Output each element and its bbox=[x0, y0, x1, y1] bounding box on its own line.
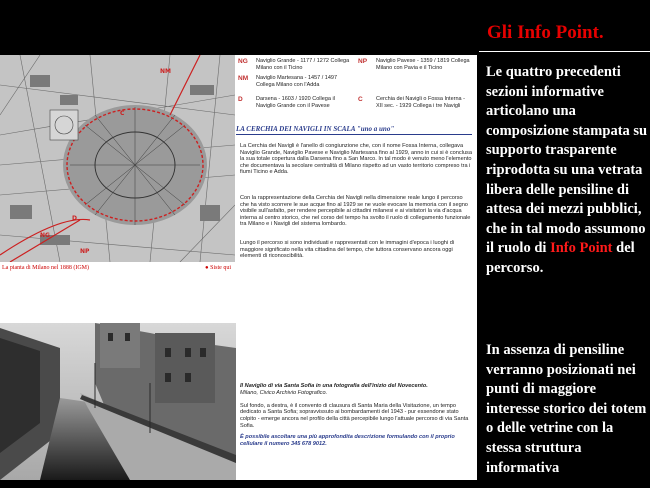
photo-caption-source: Milano, Civico Archivio Fotografico. bbox=[240, 389, 328, 396]
paragraph: La Cerchia dei Navigli è l'anello di congiunzione che, con il nome Fossa Interna, collegava Naviglio Grande, Naviglio Pavese e Naviglio Martesana fino al 1929, anno in cui si è conclusa la sua totale copertura dalla Darsena fino a San Marco. In tal modo è venuto meno l'elemento che documentava la secolare centralità di Milano rispetto ad un vasto territorio compreso tra i fiumi Ticino e Adda. bbox=[240, 143, 472, 176]
paragraph: Lungo il percorso si sono individuati e rappresentati con le immagini d'epoca i luoghi di maggiore significato nella vita cittadina del tempo, che tuttora conservano ancora oggi elementi di riconoscibilità. bbox=[240, 240, 455, 260]
photo-caption bbox=[240, 383, 472, 447]
map-drawing bbox=[0, 55, 235, 262]
phone-note: È possibile ascoltare una più approfondita descrizione formulando con il proprio cellulare il numero 345 678 9012. bbox=[240, 434, 455, 447]
map-caption: La pianta di Milano nel 1888 (IGM) bbox=[2, 265, 89, 271]
section-title: LA CERCHIA DEI NAVIGLI IN SCALA "uno a uno" bbox=[236, 125, 472, 135]
info-panel-image bbox=[0, 55, 477, 480]
svg-text:C: C bbox=[120, 110, 125, 117]
map-legend-note: ● Siste qui bbox=[205, 265, 231, 271]
canal-legend: NG Naviglio Grande - 1177 / 1272 Collega Milano con il Ticino NP Naviglio Pavese - 1359 / 1819 Collega Milano con Pavia e il Ticino NM Naviglio Martesana - 1457 / 1497 Collega Milano con l'Adda D Darsena - 1603 / 1920 Collega il Naviglio Grande con il Pavese C Cerchia dei Navigli o Fossa Interna - XII sec. - 1929 Collega i tre Navigli bbox=[238, 58, 470, 109]
svg-text:NG: NG bbox=[40, 232, 50, 239]
photo-caption-body: Sul fondo, a destra, è il convento di clausura di Santa Maria della Visitazione, un tempo dedicato a Santa Sofia; sopravvissuto ai bombardamenti del 1943 - pur essendone stato colpito - emerge ancora nel profilo della città percepibile lungo l'attuale percorso di via Santa Sofia. bbox=[240, 402, 469, 429]
photo-drawing bbox=[0, 323, 236, 480]
right-paragraph-2: In assenza di pensiline verranno posizionati nei punti di maggiore interesse storico dei totem o delle vetrine con la stessa struttura informativa bbox=[486, 342, 647, 476]
photo-caption-title: Il Naviglio di via Santa Sofia in una fotografia dell'inizio del Novecento. bbox=[240, 383, 428, 389]
svg-text:NM: NM bbox=[160, 68, 171, 75]
title-divider bbox=[479, 51, 650, 52]
right-title: Gli Info Point. bbox=[487, 22, 604, 43]
historic-map bbox=[0, 55, 235, 262]
right-paragraph-1: Le quattro precedenti sezioni informative articolano una composizione stampata su supporto trasparente riprodotta su una vetrata libera delle pensiline di attesa dei mezzi pubblici, che in tal modo assumono il ruolo di Info Point del percorso. bbox=[486, 64, 648, 276]
paragraph: Con la rappresentazione della Cerchia dei Navigli nella dimensione reale lungo il percorso che ha visto scorrere le sue acque fino al 1929 se ne vuole evocare la memoria con il segno visibile sull'asfalto, per rendere percepibile ai cittadini milanesi e ai visitatori la via d'acqua interna al centro storico, che nel corso del tempo ha svolto il ruolo di collegamento funzionale tra Milano e i Navigli del sistema lombardo. bbox=[240, 195, 471, 228]
info-point-highlight: Info Point bbox=[550, 240, 613, 257]
svg-text:NP: NP bbox=[80, 248, 90, 255]
historic-canal-photo bbox=[0, 323, 236, 480]
map-caption-bar bbox=[0, 262, 235, 275]
svg-text:D: D bbox=[72, 215, 77, 222]
